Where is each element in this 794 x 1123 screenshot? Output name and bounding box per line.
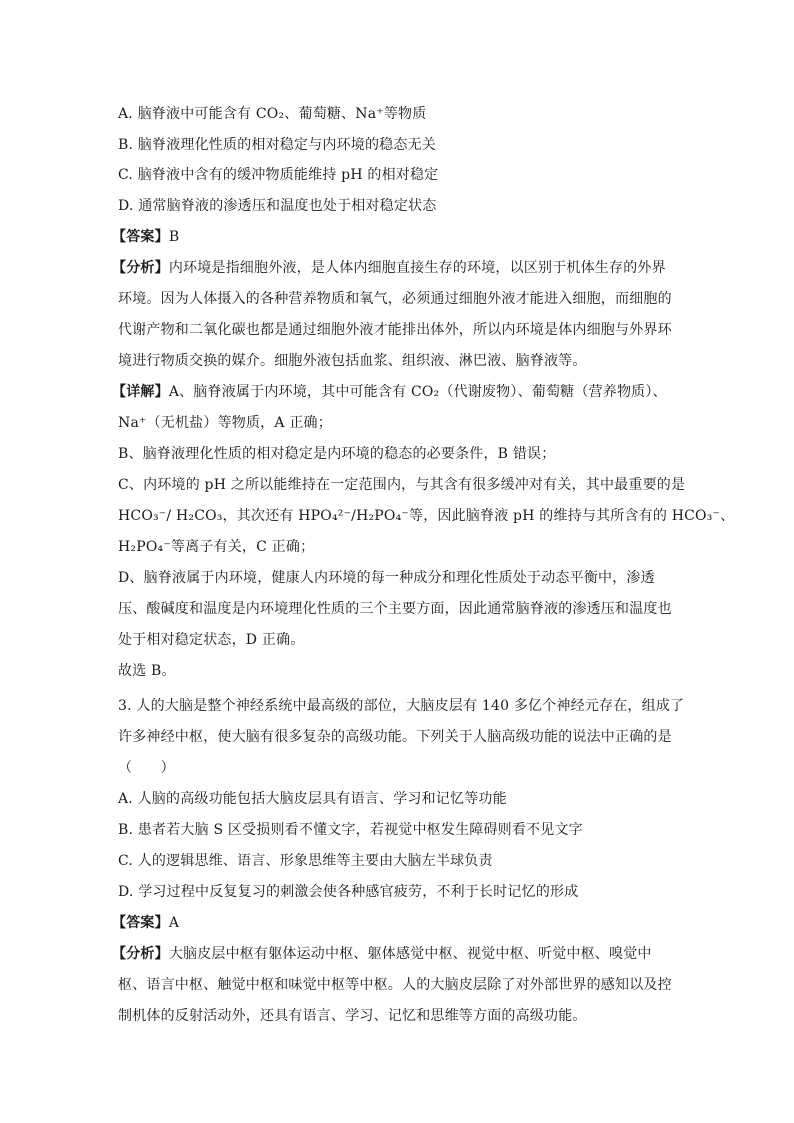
q2-answer-value: B <box>168 229 180 245</box>
q2-detail-line-8: 压、酸碱度和温度是内环境理化性质的三个主要方面，因此通常脑脊液的渗透压和温度也 <box>118 601 672 617</box>
q2-detail-text: A、脑脊液属于内环境，其中可能含有 CO₂（代谢废物）、葡萄糖（营养物质）、 <box>168 384 667 400</box>
q3-option-d: D. 学习过程中反复复习的刺激会使各种感官疲劳，不利于长时记忆的形成 <box>118 884 579 900</box>
q2-option-d: D. 通常脑脊液的渗透压和温度也处于相对稳定状态 <box>118 198 437 214</box>
q3-analysis-line-2: 枢、语言中枢、触觉中枢和味觉中枢等中枢。人的大脑皮层除了对外部世界的感知以及控 <box>118 977 672 993</box>
q2-analysis-line-4: 境进行物质交换的媒介。细胞外液包括血浆、组织液、淋巴液、脑脊液等。 <box>118 353 587 369</box>
q2-answer <box>112 226 672 248</box>
q2-detail-line-1 <box>112 381 672 403</box>
q2-option-b: B. 脑脊液理化性质的相对稳定与内环境的稳态无关 <box>118 137 436 153</box>
q2-analysis-line-2: 环境。因为人体摄入的各种营养物质和氧气，必须通过细胞外液才能进入细胞，而细胞的 <box>118 291 672 307</box>
q2-analysis-text: 内环境是指细胞外液，是人体内细胞直接生存的环境，以区别于机体生存的外界 <box>168 260 666 276</box>
q3-analysis-line-1 <box>112 943 672 965</box>
q3-analysis-line-3: 制机体的反射活动外，还具有语言、学习、记忆和思维等方面的高级功能。 <box>118 1008 587 1024</box>
q3-answer-value: A <box>168 915 180 931</box>
q2-detail-label: 【详解】 <box>112 384 169 400</box>
q2-analysis-line-1 <box>112 257 672 279</box>
q3-option-b: B. 患者若大脑 S 区受损则看不懂文字，若视觉中枢发生障碍则看不见文字 <box>118 822 583 838</box>
q2-option-c: C. 脑脊液中含有的缓冲物质能维持 pH 的相对稳定 <box>118 167 439 183</box>
q2-option-a: A. 脑脊液中可能含有 CO₂、葡萄糖、Na⁺等物质 <box>118 106 427 122</box>
q3-stem-line-2: 许多神经中枢，使大脑有很多复杂的高级功能。下列关于人脑高级功能的说法中正确的是 <box>118 729 672 745</box>
q2-conclusion: 故选 B。 <box>118 663 176 679</box>
q2-detail-line-5: HCO₃⁻/ H₂CO₃，其次还有 HPO₄²⁻/H₂PO₄⁻等，因此脑脊液 pH 的维持与其所含有的 HCO₃⁻、 <box>118 508 735 524</box>
q3-analysis-label: 【分析】 <box>112 946 169 962</box>
q3-stem-line-3: （ ） <box>118 760 175 776</box>
q2-detail-line-7: D、脑脊液属于内环境，健康人内环境的每一种成分和理化性质处于动态平衡中，渗透 <box>118 570 655 586</box>
q2-detail-line-9: 处于相对稳定状态，D 正确。 <box>118 632 305 648</box>
q2-detail-line-2: Na⁺（无机盐）等物质，A 正确； <box>118 415 332 431</box>
q2-analysis-label: 【分析】 <box>112 260 169 276</box>
q3-analysis-text: 大脑皮层中枢有躯体运动中枢、躯体感觉中枢、视觉中枢、听觉中枢、嗅觉中 <box>168 946 652 962</box>
q3-answer-label: 【答案】 <box>112 915 169 931</box>
q3-option-a: A. 人脑的高级功能包括大脑皮层具有语言、学习和记忆等功能 <box>118 791 507 807</box>
q3-option-c: C. 人的逻辑思维、语言、形象思维等主要由大脑左半球负责 <box>118 853 493 869</box>
q2-detail-line-3: B、脑脊液理化性质的相对稳定是内环境的稳态的必要条件，B 错误； <box>118 446 556 462</box>
q2-detail-line-4: C、内环境的 pH 之所以能维持在一定范围内，与其含有很多缓冲对有关，其中最重要的是 <box>118 477 686 493</box>
q2-answer-label: 【答案】 <box>112 229 169 245</box>
q3-stem-line-1: 3. 人的大脑是整个神经系统中最高级的部位，大脑皮层有 140 多亿个神经元存在，组成了 <box>118 698 685 714</box>
q2-detail-line-6: H₂PO₄⁻等离子有关，C 正确； <box>118 539 315 555</box>
q3-answer <box>112 912 672 934</box>
q2-analysis-line-3: 代谢产物和二氧化碳也都是通过细胞外液才能排出体外，所以内环境是体内细胞与外界环 <box>118 322 672 338</box>
